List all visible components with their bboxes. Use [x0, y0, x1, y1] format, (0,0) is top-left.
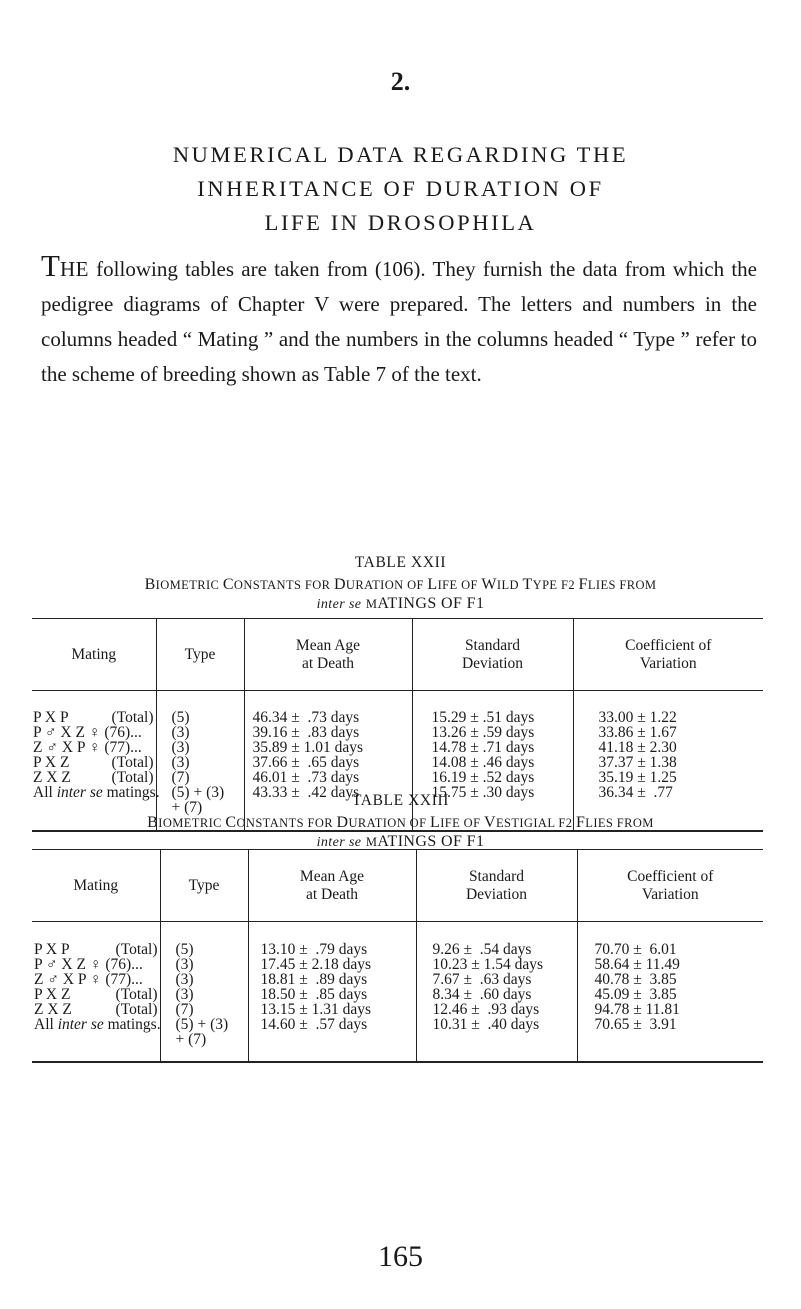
cv-cell: 33.86 ± 1.67: [598, 724, 677, 741]
title-line-2: INHERITANCE OF DURATION OF: [197, 176, 604, 201]
sd-cell: 7.67 ± .63 days: [432, 971, 532, 988]
type-cell: (5): [175, 941, 194, 958]
caption-fragment: C: [222, 576, 234, 593]
type-cell: (3): [171, 739, 190, 756]
caption-fragment: L: [430, 814, 441, 831]
mating-note: (Total): [115, 941, 158, 958]
mean-cell: 13.15 ± 1.31 days: [260, 1001, 372, 1018]
sd-cell: 15.75 ± .30 days: [431, 784, 535, 801]
caption-fragment: ESTIGIAL F2: [495, 816, 576, 830]
page-number-bottom: 165: [378, 1240, 423, 1273]
caption-fragment: URATION OF: [345, 578, 428, 592]
caption-fragment: IOMETRIC: [155, 578, 223, 592]
sd-cell: 10.31 ± .40 days: [432, 1016, 540, 1033]
caption-fragment: ILD: [496, 578, 523, 592]
table-22-caption-line-1: [0, 576, 801, 595]
sd-cell: 12.46 ± .93 days: [432, 1001, 540, 1018]
mating-note: (Total): [115, 1001, 158, 1018]
mean-cell: 18.50 ± .85 days: [260, 986, 368, 1003]
caption-fragment: T: [522, 576, 533, 593]
mean-cell: 37.66 ± .65 days: [252, 754, 360, 771]
title-line-1: NUMERICAL DATA REGARDING THE: [172, 142, 629, 167]
cv-cell: 33.00 ± 1.22: [598, 709, 677, 726]
caption-fragment: D: [333, 576, 346, 593]
mean-column: [248, 922, 416, 1062]
header-mating: Mating: [32, 619, 156, 691]
cv-column: [577, 922, 763, 1062]
mating-cell: [34, 1032, 158, 1047]
header-coeff-var: Coefficient of Variation: [573, 619, 763, 691]
type-cell: (7): [171, 769, 190, 786]
header-mean-age: Mean Age at Death: [244, 619, 412, 691]
sd-column: [416, 922, 577, 1062]
mating-cell: P ♂ X Z ♀ (76)...: [33, 724, 142, 741]
sd-cell: 9.26 ± .54 days: [432, 941, 532, 958]
type-column: [160, 922, 248, 1062]
mean-cell: 13.10 ± .79 days: [260, 941, 368, 958]
type-cell: (3): [171, 724, 190, 741]
mating-cell: Z ♂ X P ♀ (77)...: [33, 739, 142, 756]
table-22-title: TABLE XXII: [354, 554, 447, 571]
mating-column: [32, 922, 160, 1062]
caption-fragment: M: [365, 835, 378, 849]
type-cell: (5) + (3): [175, 1016, 229, 1033]
caption-fragment: C: [225, 814, 237, 831]
mating-note: (Total): [111, 754, 154, 771]
intro-text: following tables are taken from (106). They furnish the data from which the pedigree diagrams of Chapter V were prepared. The letters and numbers in the columns headed “ Mating ” and the numbers in the columns headed “ Type ” refer to the scheme of breeding shown as Table 7 of the text.: [41, 257, 757, 386]
chapter-title: [0, 138, 801, 240]
caption-fragment: F: [575, 814, 586, 831]
caption-fragment: URATION OF: [348, 816, 430, 830]
table-23: [32, 849, 763, 1063]
cv-cell: 35.19 ± 1.25: [598, 769, 677, 786]
caption-fragment: V: [483, 814, 496, 831]
mating-cell: Z X Z (Total): [34, 1001, 158, 1018]
header-mating: Mating: [32, 850, 160, 922]
header-coeff-var: Coefficient of Variation: [577, 850, 763, 922]
header-type: Type: [156, 619, 244, 691]
mating-cell: P X P (Total): [33, 709, 154, 726]
caption-fragment: IFE OF: [437, 578, 482, 592]
mean-cell: 46.34 ± .73 days: [252, 709, 360, 726]
table-23-caption-line-1: [0, 814, 801, 833]
mating-note: (Total): [115, 986, 158, 1003]
sd-cell: 15.29 ± .51 days: [431, 709, 535, 726]
type-cell: + (7): [175, 1031, 207, 1048]
type-cell: (7): [175, 1001, 194, 1018]
cv-cell: 58.64 ± 11.49: [594, 956, 680, 973]
sd-cell: 13.26 ± .59 days: [431, 724, 535, 741]
cv-cell: 70.65 ± 3.91: [594, 1016, 677, 1033]
caption-fragment: F: [578, 576, 588, 593]
cv-cell: 70.70 ± 6.01: [594, 941, 677, 958]
mating-cell: P ♂ X Z ♀ (76)...: [34, 956, 143, 973]
mean-cell: 43.33 ± .42 days: [252, 784, 360, 801]
cv-cell: 45.09 ± 3.85: [594, 986, 677, 1003]
mating-cell: All inter se matings.: [34, 1016, 161, 1033]
header-mean-age: Mean Age at Death: [248, 850, 416, 922]
mean-cell: 17.45 ± 2.18 days: [260, 956, 372, 973]
table-22-caption: [0, 576, 801, 614]
mating-note: (Total): [111, 769, 154, 786]
sd-cell: 16.19 ± .52 days: [431, 769, 535, 786]
intro-paragraph: [41, 248, 757, 392]
type-cell: (3): [171, 754, 190, 771]
caption-fragment: IOMETRIC: [158, 816, 226, 830]
cv-cell: 36.34 ± .77: [598, 784, 673, 801]
header-std-dev: Standard Deviation: [412, 619, 573, 691]
mating-cell: Z X Z (Total): [33, 769, 154, 786]
mean-cell: [261, 1032, 416, 1047]
mating-cell: All inter se matings.: [33, 784, 160, 801]
caption-fragment: L: [427, 576, 438, 593]
header-type: Type: [160, 850, 248, 922]
caption-fragment: B: [144, 576, 156, 593]
mating-cell: P X Z (Total): [33, 754, 154, 771]
caption-fragment: M: [365, 597, 378, 611]
mean-cell: 46.01 ± .73 days: [252, 769, 360, 786]
caption-italic: inter se: [316, 597, 362, 612]
type-cell: (5): [171, 709, 190, 726]
cv-cell: [595, 1032, 764, 1047]
caption-fragment: ONSTANTS FOR: [233, 578, 334, 592]
type-cell: + (7): [171, 799, 203, 816]
caption-fragment: D: [336, 814, 349, 831]
sd-cell: 14.08 ± .46 days: [431, 754, 535, 771]
caption-fragment: B: [147, 814, 159, 831]
mean-cell: 39.16 ± .83 days: [252, 724, 360, 741]
cv-cell: 37.37 ± 1.38: [598, 754, 677, 771]
mean-cell: 18.81 ± .89 days: [260, 971, 368, 988]
title-line-3: LIFE IN DROSOPHILA: [264, 210, 537, 235]
mating-cell: Z ♂ X P ♀ (77)...: [34, 971, 143, 988]
header-std-dev: Standard Deviation: [416, 850, 577, 922]
caption-fragment: LIES FROM: [585, 816, 654, 830]
mating-cell: P X P (Total): [34, 941, 158, 958]
type-cell: (5) + (3): [171, 784, 225, 801]
caption-fragment: ATINGS OF F1: [377, 833, 485, 850]
mean-cell: 35.89 ± 1.01 days: [252, 739, 364, 756]
table-22-caption-line-2: [0, 595, 801, 614]
table-23-caption: [0, 814, 801, 852]
type-cell: (3): [175, 986, 194, 1003]
caption-fragment: LIES FROM: [587, 578, 657, 592]
mating-note: (Total): [111, 709, 154, 726]
cv-cell: 41.18 ± 2.30: [598, 739, 677, 756]
caption-fragment: YPE F2: [532, 578, 579, 592]
sd-cell: 8.34 ± .60 days: [432, 986, 532, 1003]
page-number-top: 2.: [390, 67, 411, 96]
caption-fragment: ATINGS OF F1: [377, 595, 485, 612]
table-23-title: TABLE XXIII: [351, 792, 450, 809]
caption-fragment: ONSTANTS FOR: [236, 816, 337, 830]
caption-fragment: IFE OF: [440, 816, 484, 830]
mating-cell: P X Z (Total): [34, 986, 158, 1003]
intro-lead: HE: [59, 257, 89, 281]
mean-cell: 14.60 ± .57 days: [260, 1016, 368, 1033]
caption-italic: inter se: [316, 835, 362, 850]
caption-fragment: W: [481, 576, 497, 593]
sd-cell: 14.78 ± .71 days: [431, 739, 535, 756]
sd-cell: 10.23 ± 1.54 days: [432, 956, 544, 973]
cv-cell: 94.78 ± 11.81: [594, 1001, 680, 1018]
type-cell: (3): [175, 956, 194, 973]
drop-cap: T: [41, 248, 60, 283]
type-cell: (3): [175, 971, 194, 988]
cv-cell: 40.78 ± 3.85: [594, 971, 677, 988]
sd-cell: [433, 1032, 577, 1047]
